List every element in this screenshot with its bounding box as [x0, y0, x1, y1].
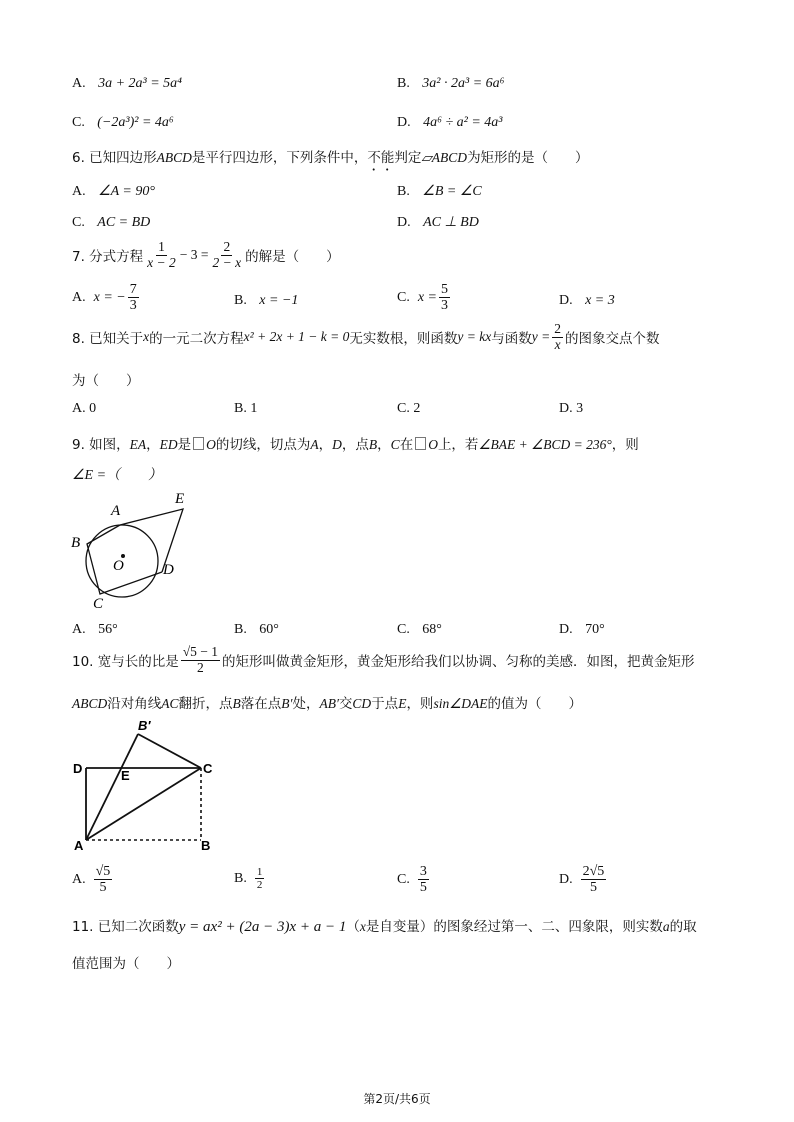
fraction	[145, 240, 178, 271]
stem-text: 无实数根，则函数	[349, 331, 458, 348]
q8-option-a: A. 0	[72, 401, 97, 416]
q5-option-d	[397, 114, 502, 131]
math-text: x = −	[93, 289, 126, 305]
stem-text: ，则	[611, 437, 639, 453]
option-label: D.	[397, 215, 411, 230]
q11-stem	[72, 915, 697, 936]
label-c: C	[203, 761, 213, 776]
q10-stem-line2	[72, 692, 582, 712]
stem-text: 6. 已知四边形	[72, 150, 157, 166]
stem-text: 8. 已知关于	[72, 331, 144, 348]
stem-text: 10. 宽与长的比是	[72, 654, 179, 671]
q7-option-b	[234, 292, 298, 309]
q10-golden-rectangle-figure	[70, 718, 220, 858]
fraction	[211, 240, 244, 271]
q7-stem	[72, 240, 340, 271]
stem-text: 是自变量）的图象经过第一、二、四象限，则实数	[365, 919, 663, 935]
stem-text: 落在点	[240, 696, 282, 712]
fraction	[94, 864, 113, 896]
stem-text: （	[346, 919, 360, 935]
math-point: E	[398, 696, 407, 711]
option-expression: ∠B = ∠C	[422, 184, 482, 199]
option-expression: 3a + 2a³ = 5a⁴	[98, 76, 183, 91]
stem-text: 交	[338, 696, 353, 712]
q8-option-b: B. 1	[234, 401, 258, 416]
fraction	[255, 866, 265, 891]
fraction-numerator: 2√5	[582, 864, 605, 879]
q8-stem-line2: 为（ ）	[72, 373, 140, 389]
fraction-numerator: √5 − 1	[182, 644, 219, 659]
q9-option-b	[234, 621, 279, 638]
q7-option-c	[397, 282, 452, 314]
math-condition: ∠BAE + ∠BCD = 236°	[478, 437, 612, 452]
math-parallelogram: ▱ABCD	[421, 150, 468, 165]
fraction	[128, 282, 139, 314]
label-b: B	[71, 535, 81, 551]
math-segment: AC	[161, 696, 179, 711]
fraction-denominator: 2	[197, 659, 204, 675]
fraction-denominator: x − 2	[147, 254, 176, 270]
q6-option-c	[72, 214, 150, 231]
stem-text: ，	[146, 437, 160, 453]
label-c: C	[93, 596, 104, 612]
label-b: B	[201, 838, 211, 853]
option-label: B.	[234, 870, 247, 886]
fraction-numerator: 2	[554, 321, 561, 336]
emphasis-text: 不能	[367, 150, 395, 166]
option-label: B.	[234, 622, 247, 637]
q10-option-a	[72, 864, 114, 896]
option-expression: 60°	[259, 622, 279, 637]
math-point: B	[232, 696, 241, 711]
fraction-denominator: 2	[256, 879, 263, 892]
circle-symbol-box	[193, 437, 204, 450]
math-var: x	[359, 919, 366, 934]
option-label: B.	[397, 184, 410, 199]
stem-text: 沿对角线	[107, 696, 162, 712]
math-segment: ED	[159, 437, 178, 452]
q5-option-a	[72, 75, 182, 92]
option-label: C.	[397, 871, 410, 887]
math-text: x =	[417, 289, 438, 305]
option-label: C.	[72, 215, 85, 230]
option-expression: 68°	[422, 622, 442, 637]
label-d: D	[163, 562, 174, 578]
option-label: A.	[72, 622, 86, 637]
option-label: A.	[72, 289, 86, 305]
math-abcd: ABCD	[156, 150, 192, 165]
stem-text: 于点	[371, 696, 399, 712]
stem-text: 与函数	[491, 331, 532, 348]
option-expression: x = −1	[259, 293, 299, 308]
stem-text: 的图象交点个数	[564, 331, 660, 348]
fraction-numerator: 1	[158, 239, 165, 254]
q6-option-a	[72, 183, 155, 200]
option-label: C.	[72, 115, 85, 130]
math-text: − 3 =	[179, 247, 209, 263]
q10-option-d	[559, 864, 608, 896]
option-expression: AC = BD	[97, 215, 151, 230]
option-expression: 56°	[98, 622, 118, 637]
stem-text: 判定	[394, 150, 422, 166]
math-point: B	[368, 437, 378, 452]
option-label: B.	[234, 293, 247, 308]
math-segment: AB′	[319, 696, 339, 711]
option-label: C.	[397, 289, 410, 305]
option-expression: 4a⁶ ÷ a² = 4a³	[423, 115, 503, 130]
stem-text: ，则	[406, 696, 434, 712]
fraction-denominator: 5	[99, 880, 107, 896]
fraction	[181, 645, 220, 676]
math-var: x	[143, 329, 150, 345]
option-expression: 3a² · 2a³ = 6a⁶	[422, 76, 505, 91]
stem-text: 上，若	[437, 437, 479, 453]
q5-option-b	[397, 75, 505, 92]
q11-stem-line2: 值范围为（ ）	[72, 956, 180, 972]
stem-text: 是	[177, 437, 192, 453]
q7-option-d	[559, 292, 615, 309]
option-label: D.	[559, 871, 573, 887]
q9-circle-figure	[65, 488, 205, 613]
math-function: y = kx	[457, 329, 492, 345]
option-expression: ∠A = 90°	[98, 184, 155, 199]
stem-text: ，	[377, 437, 391, 453]
stem-text: 的值为（ ）	[487, 696, 583, 712]
label-e: E	[175, 491, 185, 507]
stem-text: 9. 如图，	[72, 437, 130, 453]
math-function: y = ax² + (2a − 3)x + a − 1	[178, 919, 347, 935]
math-expression: sin∠DAE	[433, 696, 488, 711]
q9-stem	[72, 433, 639, 453]
option-label: A.	[72, 871, 86, 887]
stem-text: 的取	[669, 919, 697, 935]
page-number-footer: 第2页/共6页	[363, 1092, 431, 1106]
fraction-denominator: 5	[419, 880, 427, 896]
fraction	[418, 864, 429, 896]
stem-text: 的一元二次方程	[149, 331, 244, 348]
q9-option-c	[397, 621, 442, 638]
fraction-numerator: 3	[419, 864, 427, 879]
q7-option-a	[72, 282, 141, 314]
q8-option-c: C. 2	[397, 401, 421, 416]
stem-text: 11. 已知二次函数	[72, 919, 179, 935]
stem-text: 的切线，切点为	[215, 437, 311, 453]
math-var: a	[662, 919, 670, 934]
math-point: A	[310, 437, 319, 452]
option-label: D.	[559, 293, 573, 308]
q8-stem	[72, 322, 659, 353]
math-text: y =	[531, 329, 551, 345]
math-rect: ABCD	[72, 696, 108, 711]
label-a: A	[74, 838, 84, 853]
math-point: O	[206, 437, 216, 452]
option-expression: (−2a³)² = 4a⁶	[97, 115, 174, 130]
math-point: B′	[281, 696, 293, 711]
stem-text: ，点	[341, 437, 369, 453]
stem-text: ，	[318, 437, 333, 453]
q6-stem	[72, 146, 589, 174]
q9-option-a	[72, 621, 118, 638]
q5-option-c	[72, 114, 174, 131]
stem-text: 为矩形的是（ ）	[467, 150, 589, 166]
label-a: A	[111, 503, 121, 519]
fraction	[552, 322, 563, 353]
option-expression: AC ⊥ BD	[423, 215, 479, 230]
option-label: D.	[397, 115, 411, 130]
option-label: B.	[397, 76, 410, 91]
stem-text: 的矩形叫做黄金矩形，黄金矩形给我们以协调、匀称的美感．如图，把黄金矩形	[222, 654, 695, 671]
stem-text: 在	[399, 437, 414, 453]
q9-stem-line2: ∠E =（ ）	[72, 468, 163, 483]
segment-b-prime-c	[138, 734, 201, 768]
label-d: D	[73, 761, 83, 776]
option-expression: 70°	[585, 622, 605, 637]
fraction	[581, 864, 607, 896]
q10-option-b	[234, 866, 266, 891]
fraction-numerator: √5	[95, 864, 111, 879]
label-o: O	[113, 558, 124, 574]
fraction-numerator: 7	[129, 282, 137, 297]
stem-text: 是平行四边形，下列条件中，	[191, 150, 368, 166]
fraction-denominator: x	[554, 336, 561, 352]
option-label: C.	[397, 622, 410, 637]
stem-text: 翻折，点	[178, 696, 233, 712]
label-b-prime: B′	[138, 718, 151, 733]
math-equation: x² + 2x + 1 − k = 0	[243, 329, 350, 345]
q10-option-c	[397, 864, 431, 896]
fraction-denominator: 3	[441, 298, 449, 314]
q6-option-b	[397, 183, 482, 200]
math-point: C	[390, 437, 400, 452]
circle-symbol-box	[415, 437, 426, 450]
fraction-numerator: 5	[441, 282, 449, 297]
fraction-denominator: 3	[129, 298, 137, 314]
math-segment: CD	[352, 696, 372, 711]
q9-option-d	[559, 621, 605, 638]
fraction-numerator: 2	[223, 239, 231, 254]
fraction-denominator: 2 − x	[212, 254, 242, 270]
option-label: A.	[72, 184, 86, 199]
fraction-denominator: 5	[589, 880, 597, 896]
math-segment: EA	[129, 437, 147, 452]
fraction-numerator: 1	[256, 866, 263, 878]
q10-stem	[72, 645, 695, 676]
option-label: D.	[559, 622, 573, 637]
stem-text: 7. 分式方程	[72, 249, 144, 266]
option-label: A.	[72, 76, 86, 91]
option-expression: x = 3	[585, 293, 615, 308]
fraction	[439, 282, 450, 314]
label-e: E	[121, 768, 130, 783]
math-point: O	[428, 437, 438, 452]
q6-option-d	[397, 214, 479, 231]
math-point: D	[332, 437, 342, 452]
stem-text: 的解是（ ）	[245, 249, 340, 266]
q8-option-d: D. 3	[559, 401, 584, 416]
stem-text: 处，	[292, 696, 320, 712]
